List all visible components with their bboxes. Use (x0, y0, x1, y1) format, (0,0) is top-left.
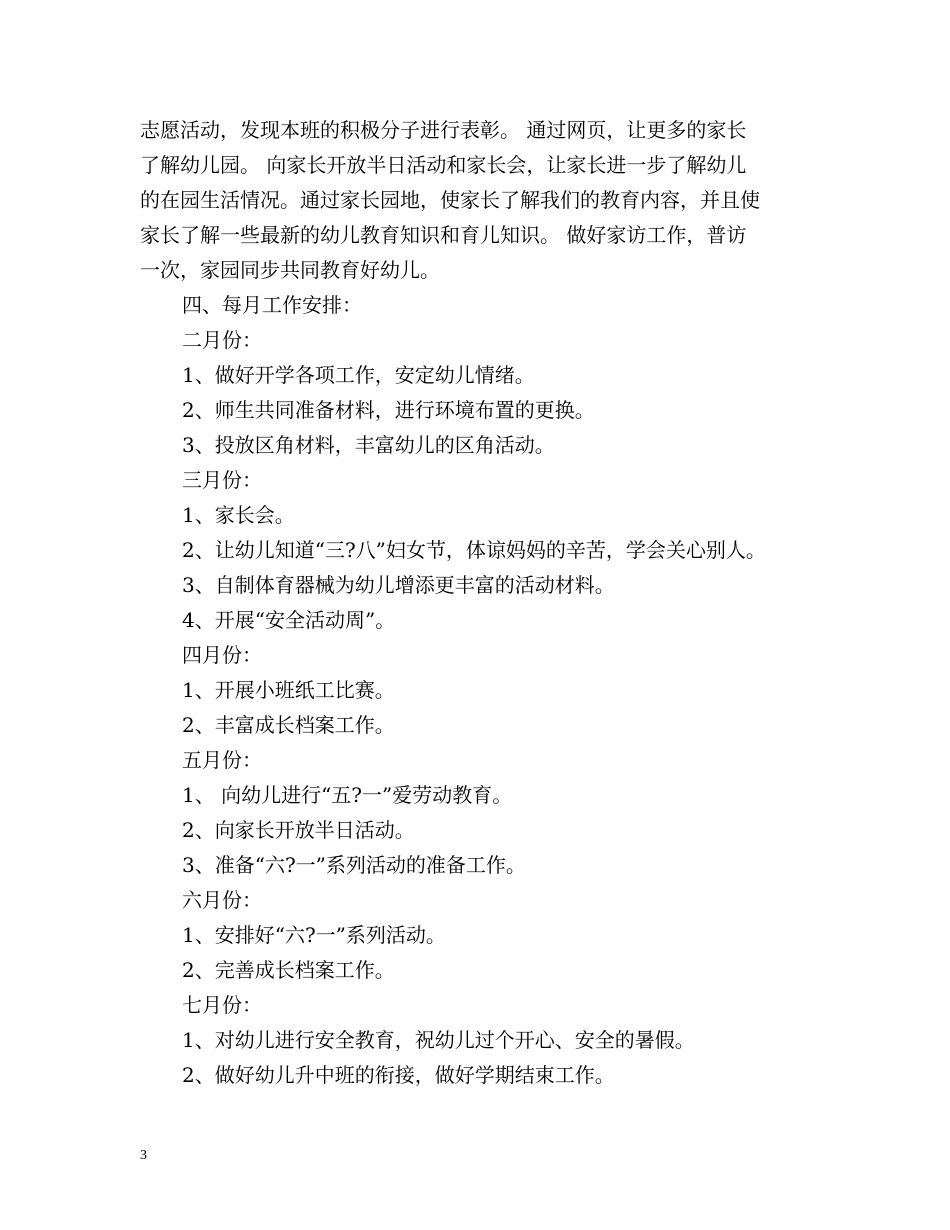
month-heading: 二月份： (182, 328, 262, 352)
paragraph-line: 志愿活动，发现本班的积极分子进行表彰。 通过网页，让更多的家长 (140, 118, 747, 142)
list-item: 2、完善成长档案工作。 (182, 958, 395, 982)
list-item: 3、准备“六?一”系列活动的准备工作。 (182, 853, 526, 877)
list-item: 1、 向幼儿进行“五?一”爱劳动教育。 (182, 783, 513, 807)
list-item: 1、做好开学各项工作，安定幼儿情绪。 (182, 363, 535, 387)
list-item: 1、安排好“六?一”系列活动。 (182, 923, 446, 947)
month-heading: 三月份： (182, 468, 262, 492)
list-item: 2、向家长开放半日活动。 (182, 818, 415, 842)
month-heading: 六月份： (182, 888, 262, 912)
list-item: 3、投放区角材料，丰富幼儿的区角活动。 (182, 433, 555, 457)
paragraph-line: 了解幼儿园。 向家长开放半日活动和家长会，让家长进一步了解幼儿 (140, 153, 747, 177)
month-heading: 七月份： (182, 993, 262, 1017)
paragraph-line: 家长了解一些最新的幼儿教育知识和育儿知识。 做好家访工作，普访 (140, 223, 747, 247)
month-heading: 五月份： (182, 748, 262, 772)
list-item: 1、开展小班纸工比赛。 (182, 678, 395, 702)
list-item: 1、家长会。 (182, 503, 295, 527)
list-item: 1、对幼儿进行安全教育，祝幼儿过个开心、安全的暑假。 (182, 1028, 695, 1052)
paragraph-line: 一次，家园同步共同教育好幼儿。 (140, 258, 440, 282)
list-item: 2、师生共同准备材料，进行环境布置的更换。 (182, 398, 595, 422)
section-heading: 四、每月工作安排： (182, 293, 362, 317)
paragraph-line: 的在园生活情况。通过家长园地，使家长了解我们的教育内容，并且使 (140, 188, 760, 212)
list-item: 2、做好幼儿升中班的衔接，做好学期结束工作。 (182, 1063, 615, 1087)
page-number: 3 (140, 1148, 147, 1163)
list-item: 3、自制体育器械为幼儿增添更丰富的活动材料。 (182, 573, 615, 597)
list-item: 2、丰富成长档案工作。 (182, 713, 395, 737)
list-item: 4、开展“安全活动周”。 (182, 608, 396, 632)
list-item: 2、让幼儿知道“三?八”妇女节，体谅妈妈的辛苦，学会关心别人。 (182, 538, 766, 562)
month-heading: 四月份： (182, 643, 262, 667)
